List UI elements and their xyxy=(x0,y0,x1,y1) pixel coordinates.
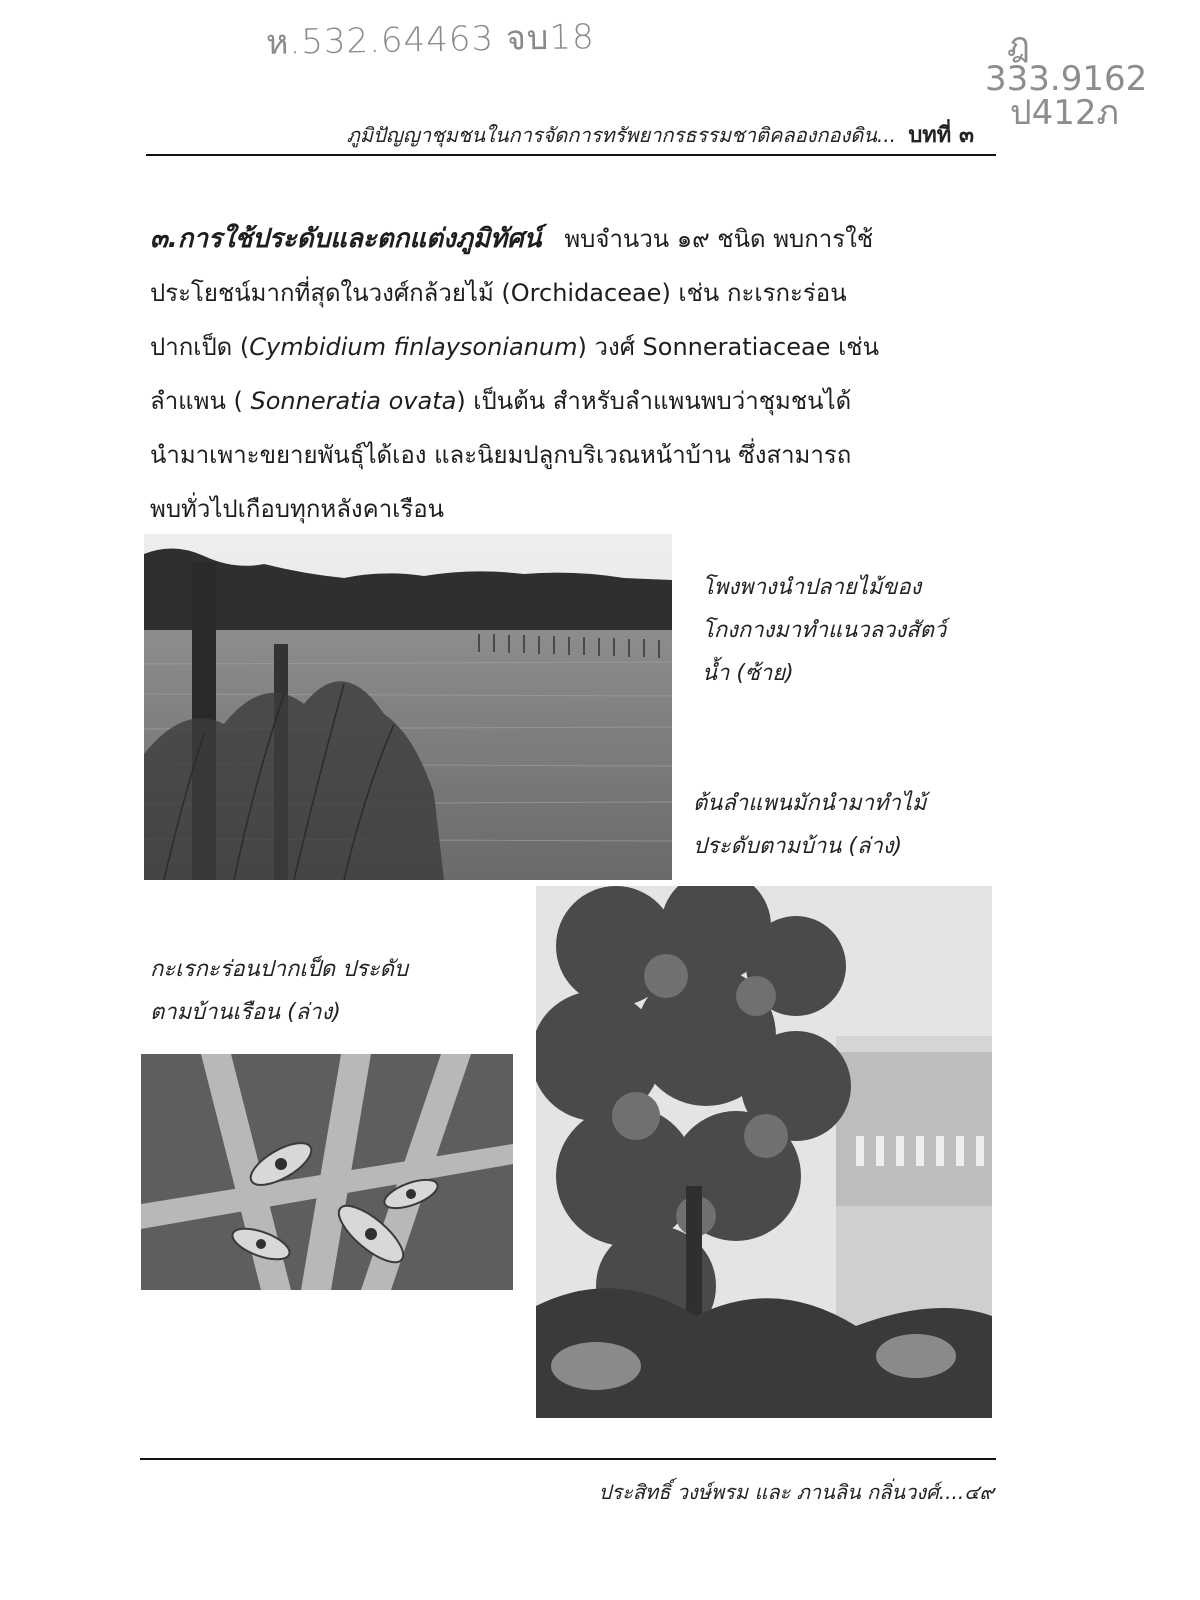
tree-caption xyxy=(693,782,926,868)
orchid-photo xyxy=(141,1054,513,1290)
caption-line: ประดับตามบ้าน (ล่าง) xyxy=(693,834,903,859)
caption-line: กะเรกะร่อนปากเป็ด ประดับ xyxy=(150,957,408,982)
paragraph-text: ปากเป็ด ( xyxy=(150,333,250,361)
caption-line: น้ำ (ซ้าย) xyxy=(702,661,794,686)
header-rule xyxy=(146,154,996,156)
running-header xyxy=(347,117,974,152)
paragraph-line xyxy=(150,212,990,266)
paragraph-text: ลำแพน ( xyxy=(150,387,251,415)
paragraph-text: ) เป็นต้น สำหรับลำแพนพบว่าชุมชนได้ xyxy=(456,387,852,415)
paragraph-text: พบจำนวน ๑๙ ชนิด พบการใช้ xyxy=(564,225,874,253)
caption-line: โพงพางนำปลายไม้ของ xyxy=(702,575,922,600)
caption-line: ตามบ้านเรือน (ล่าง) xyxy=(150,1000,341,1025)
call-number-line: 333.9162 xyxy=(985,59,1148,99)
orchid-caption xyxy=(150,948,408,1034)
paragraph-line xyxy=(150,374,990,428)
call-number-line: ฎ xyxy=(1007,25,1030,65)
river-photo xyxy=(144,534,672,880)
river-photo-art xyxy=(144,534,672,880)
call-number-line: ป412ภ xyxy=(1010,93,1119,133)
orchid-photo-art xyxy=(141,1054,513,1290)
section-heading: ๓.การใช้ประดับและตกแต่งภูมิทัศน์ xyxy=(150,224,542,254)
caption-line: โกงกางมาทำแนวลวงสัตว์ xyxy=(702,618,947,643)
accession-annotation: ห.532.64463 จบ18 xyxy=(265,17,596,63)
paragraph-line: พบทั่วไปเกือบทุกหลังคาเรือน xyxy=(150,495,445,523)
footer-rule xyxy=(140,1458,996,1460)
paragraph-text: ) วงศ์ Sonneratiaceae เช่น xyxy=(577,333,879,361)
chapter-label: บทที่ ๓ xyxy=(908,123,974,148)
footer-credit: ประสิทธิ์ วงษ์พรม และ ภานลิน กลิ่นวงศ์....๔๙ xyxy=(598,1480,994,1504)
paragraph-line: ประโยชน์มากที่สุดในวงศ์กล้วยไม้ (Orchidaceae) เช่น กะเรกะร่อน xyxy=(150,279,847,307)
paragraph-line xyxy=(150,320,990,374)
body-paragraph xyxy=(150,212,990,536)
tree-photo xyxy=(536,886,992,1418)
paragraph-line: นำมาเพาะขยายพันธุ์ได้เอง และนิยมปลูกบริเวณหน้าบ้าน ซึ่งสามารถ xyxy=(150,441,852,469)
river-caption xyxy=(702,566,946,695)
running-title: ภูมิปัญญาชุมชนในการจัดการทรัพยากรธรรมชาติคลองกองดิน... xyxy=(346,123,896,147)
call-number-annotation xyxy=(985,25,1185,133)
scientific-name: Cymbidium finlaysonianum xyxy=(249,333,578,361)
scientific-name: Sonneratia ovata xyxy=(250,387,457,415)
tree-photo-art xyxy=(536,886,992,1418)
caption-line: ต้นลำแพนมักนำมาทำไม้ xyxy=(693,791,927,816)
